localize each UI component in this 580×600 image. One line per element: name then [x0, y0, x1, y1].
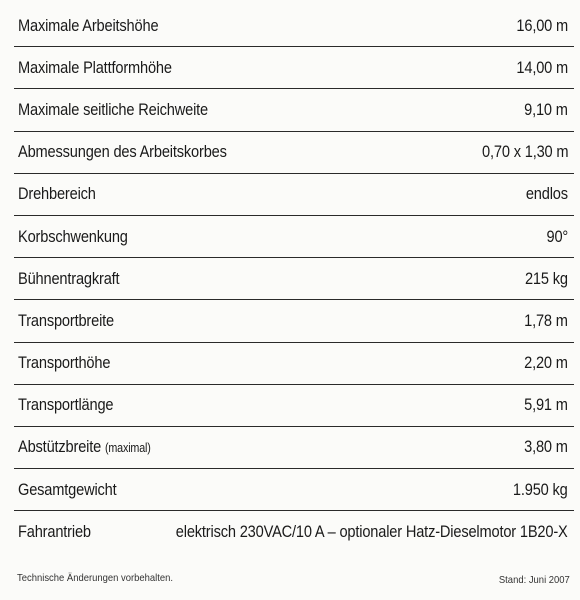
spec-row-platform-capacity — [14, 258, 574, 300]
spec-row-max-working-height — [14, 5, 574, 47]
spec-label: Maximale Arbeitshöhe — [18, 15, 159, 35]
spec-label: Abstützbreite (maximal) — [18, 437, 151, 457]
spec-value: 16,00 m — [516, 15, 568, 35]
spec-label: Transportbreite — [18, 310, 115, 330]
spec-row-transport-width — [14, 300, 574, 342]
spec-value: 2,20 m — [524, 353, 568, 373]
spec-row-drive — [14, 511, 574, 553]
spec-row-rotation-range — [14, 174, 574, 216]
spec-label: Abmessungen des Arbeitskorbes — [18, 142, 227, 162]
spec-row-max-side-reach — [14, 89, 574, 131]
spec-value: 0,70 x 1,30 m — [481, 142, 568, 162]
spec-label: Maximale seitliche Reichweite — [18, 99, 209, 119]
spec-value: 14,00 m — [516, 57, 568, 77]
footer-disclaimer: Technische Änderungen vorbehalten. — [17, 572, 174, 584]
spec-label: Maximale Plattformhöhe — [18, 57, 172, 77]
spec-value: 3,80 m — [524, 437, 568, 457]
spec-label: Gesamtgewicht — [18, 479, 117, 499]
spec-row-basket-dimensions — [14, 132, 574, 174]
spec-value: 1.950 kg — [513, 479, 568, 499]
spec-value: 1,78 m — [524, 310, 568, 330]
spec-row-transport-length — [14, 385, 574, 427]
spec-value: 90° — [546, 226, 568, 246]
spec-value: 5,91 m — [524, 395, 568, 415]
spec-value: 9,10 m — [524, 99, 568, 119]
spec-row-basket-swivel — [14, 216, 574, 258]
footer-date: Stand: Juni 2007 — [499, 574, 570, 586]
spec-label: Korbschwenkung — [18, 226, 128, 246]
spec-label-note: (maximal) — [104, 441, 151, 456]
spec-label: Bühnentragkraft — [18, 268, 120, 288]
spec-label: Fahrantrieb — [18, 522, 91, 542]
spec-value: 215 kg — [525, 268, 568, 288]
spec-label: Drehbereich — [18, 184, 96, 204]
spec-row-outrigger-width — [14, 427, 574, 469]
spec-value: endlos — [525, 184, 568, 204]
spec-label: Transporthöhe — [18, 353, 111, 373]
specifications-table — [14, 5, 574, 553]
spec-row-total-weight — [14, 469, 574, 511]
spec-label: Transportlänge — [18, 395, 114, 415]
spec-row-transport-height — [14, 343, 574, 385]
spec-row-max-platform-height — [14, 47, 574, 89]
spec-value: elektrisch 230VAC/10 A – optionaler Hatz-Dieselmotor 1B20-X — [176, 522, 568, 542]
